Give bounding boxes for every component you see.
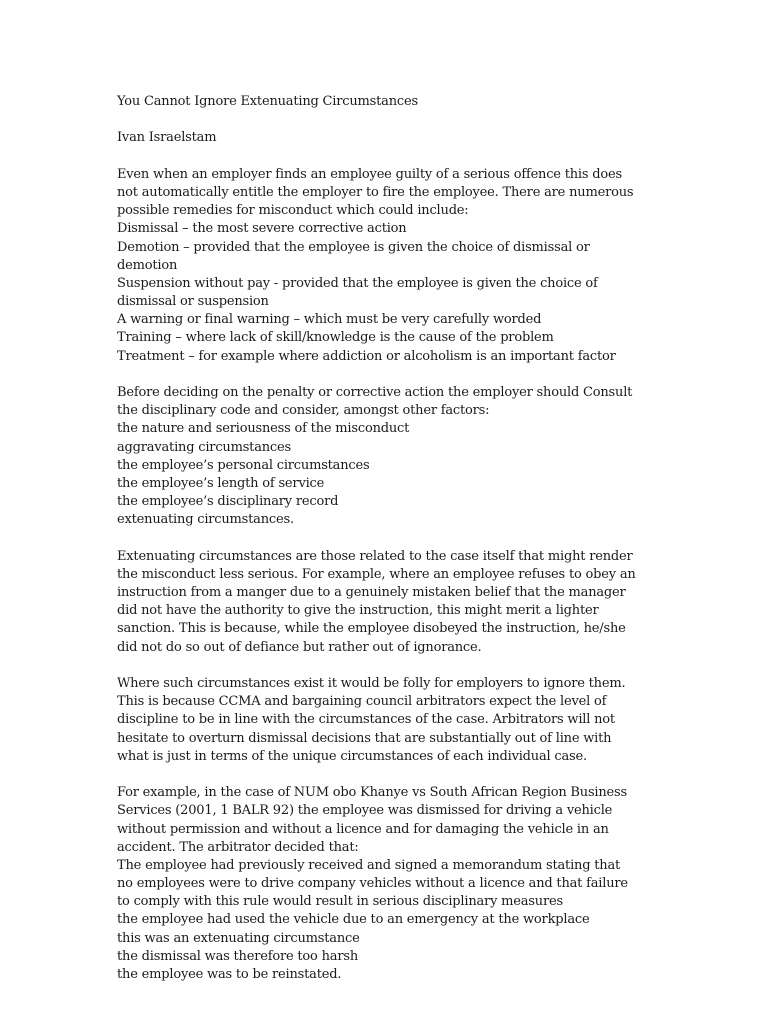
spacer xyxy=(117,111,677,129)
text-line: the disciplinary code and consider, amongst other factors: xyxy=(117,403,490,419)
paragraph-definition xyxy=(117,548,677,657)
text-line: Before deciding on the penalty or corrective action the employer should Consult xyxy=(117,385,633,400)
document-body xyxy=(117,93,677,984)
text-line: extenuating circumstances. xyxy=(117,512,294,528)
text-line: Treatment – for example where addiction or alcoholism is an important factor xyxy=(117,348,616,364)
text-line: hesitate to overturn dismissal decisions that are substantially out of line with xyxy=(117,730,612,746)
text-line: This is because CCMA and bargaining council arbitrators expect the level of xyxy=(117,694,607,710)
text-line: Where such circumstances exist it would be folly for employers to ignore them. xyxy=(117,676,626,691)
text-line: the misconduct less serious. For example, where an employee refuses to obey an xyxy=(117,566,636,582)
text-line: Dismissal – the most severe corrective action xyxy=(117,221,407,237)
paragraph-remedies xyxy=(117,166,677,366)
text-line: this was an extenuating circumstance xyxy=(117,930,360,946)
spacer xyxy=(117,366,677,384)
paragraph-case-example xyxy=(117,784,677,984)
text-line: the nature and seriousness of the misconduct xyxy=(117,421,410,437)
spacer xyxy=(117,530,677,548)
paragraph-factors xyxy=(117,384,677,530)
text-line: Services (2001, 1 BALR 92) the employee was dismissed for driving a vehicle xyxy=(117,803,613,819)
document-author: Ivan Israelstam xyxy=(117,130,217,146)
text-line: the employee was to be reinstated. xyxy=(117,967,342,982)
text-line: instruction from a manger due to a genuinely mistaken belief that the manager xyxy=(117,585,626,601)
text-line: discipline to be in line with the circumstances of the case. Arbitrators will not xyxy=(117,712,615,728)
text-line: Demotion – provided that the employee is given the choice of dismissal or xyxy=(117,239,590,255)
text-line: the employee’s personal circumstances xyxy=(117,457,370,473)
text-line: Training – where lack of skill/knowledge is the cause of the problem xyxy=(117,330,554,346)
text-line: demotion xyxy=(117,257,178,273)
text-line: Even when an employer finds an employee guilty of a serious offence this does xyxy=(117,166,623,182)
text-line: The employee had previously received and signed a memorandum stating that xyxy=(117,857,621,873)
text-line: possible remedies for misconduct which could include: xyxy=(117,203,469,219)
text-line: to comply with this rule would result in serious disciplinary measures xyxy=(117,894,563,910)
text-line: without permission and without a licence and for damaging the vehicle in an xyxy=(117,821,609,837)
text-line: the employee’s disciplinary record xyxy=(117,494,339,510)
text-line: the employee’s length of service xyxy=(117,475,325,491)
spacer xyxy=(117,657,677,675)
text-line: did not do so out of defiance but rather out of ignorance. xyxy=(117,639,482,655)
text-line: Suspension without pay - provided that the employee is given the choice of xyxy=(117,275,598,291)
text-line: Extenuating circumstances are those related to the case itself that might render xyxy=(117,548,633,564)
text-line: aggravating circumstances xyxy=(117,439,291,455)
text-line: sanction. This is because, while the employee disobeyed the instruction, he/she xyxy=(117,621,626,637)
spacer xyxy=(117,148,677,166)
paragraph-arbitrators xyxy=(117,675,677,766)
text-line: dismissal or suspension xyxy=(117,294,269,310)
spacer xyxy=(117,766,677,784)
text-line: no employees were to drive company vehicles without a licence and that failure xyxy=(117,876,628,892)
document-title: You Cannot Ignore Extenuating Circumstances xyxy=(117,94,418,109)
text-line: the employee had used the vehicle due to an emergency at the workplace xyxy=(117,912,590,928)
text-line: what is just in terms of the unique circumstances of each individual case. xyxy=(117,748,587,764)
text-line: A warning or final warning – which must be very carefully worded xyxy=(117,312,542,328)
text-line: the dismissal was therefore too harsh xyxy=(117,948,358,964)
text-line: accident. The arbitrator decided that: xyxy=(117,839,359,855)
text-line: not automatically entitle the employer to fire the employee. There are numerous xyxy=(117,184,634,200)
text-line: did not have the authority to give the instruction, this might merit a lighter xyxy=(117,603,599,619)
text-line: For example, in the case of NUM obo Khanye vs South African Region Business xyxy=(117,785,627,801)
